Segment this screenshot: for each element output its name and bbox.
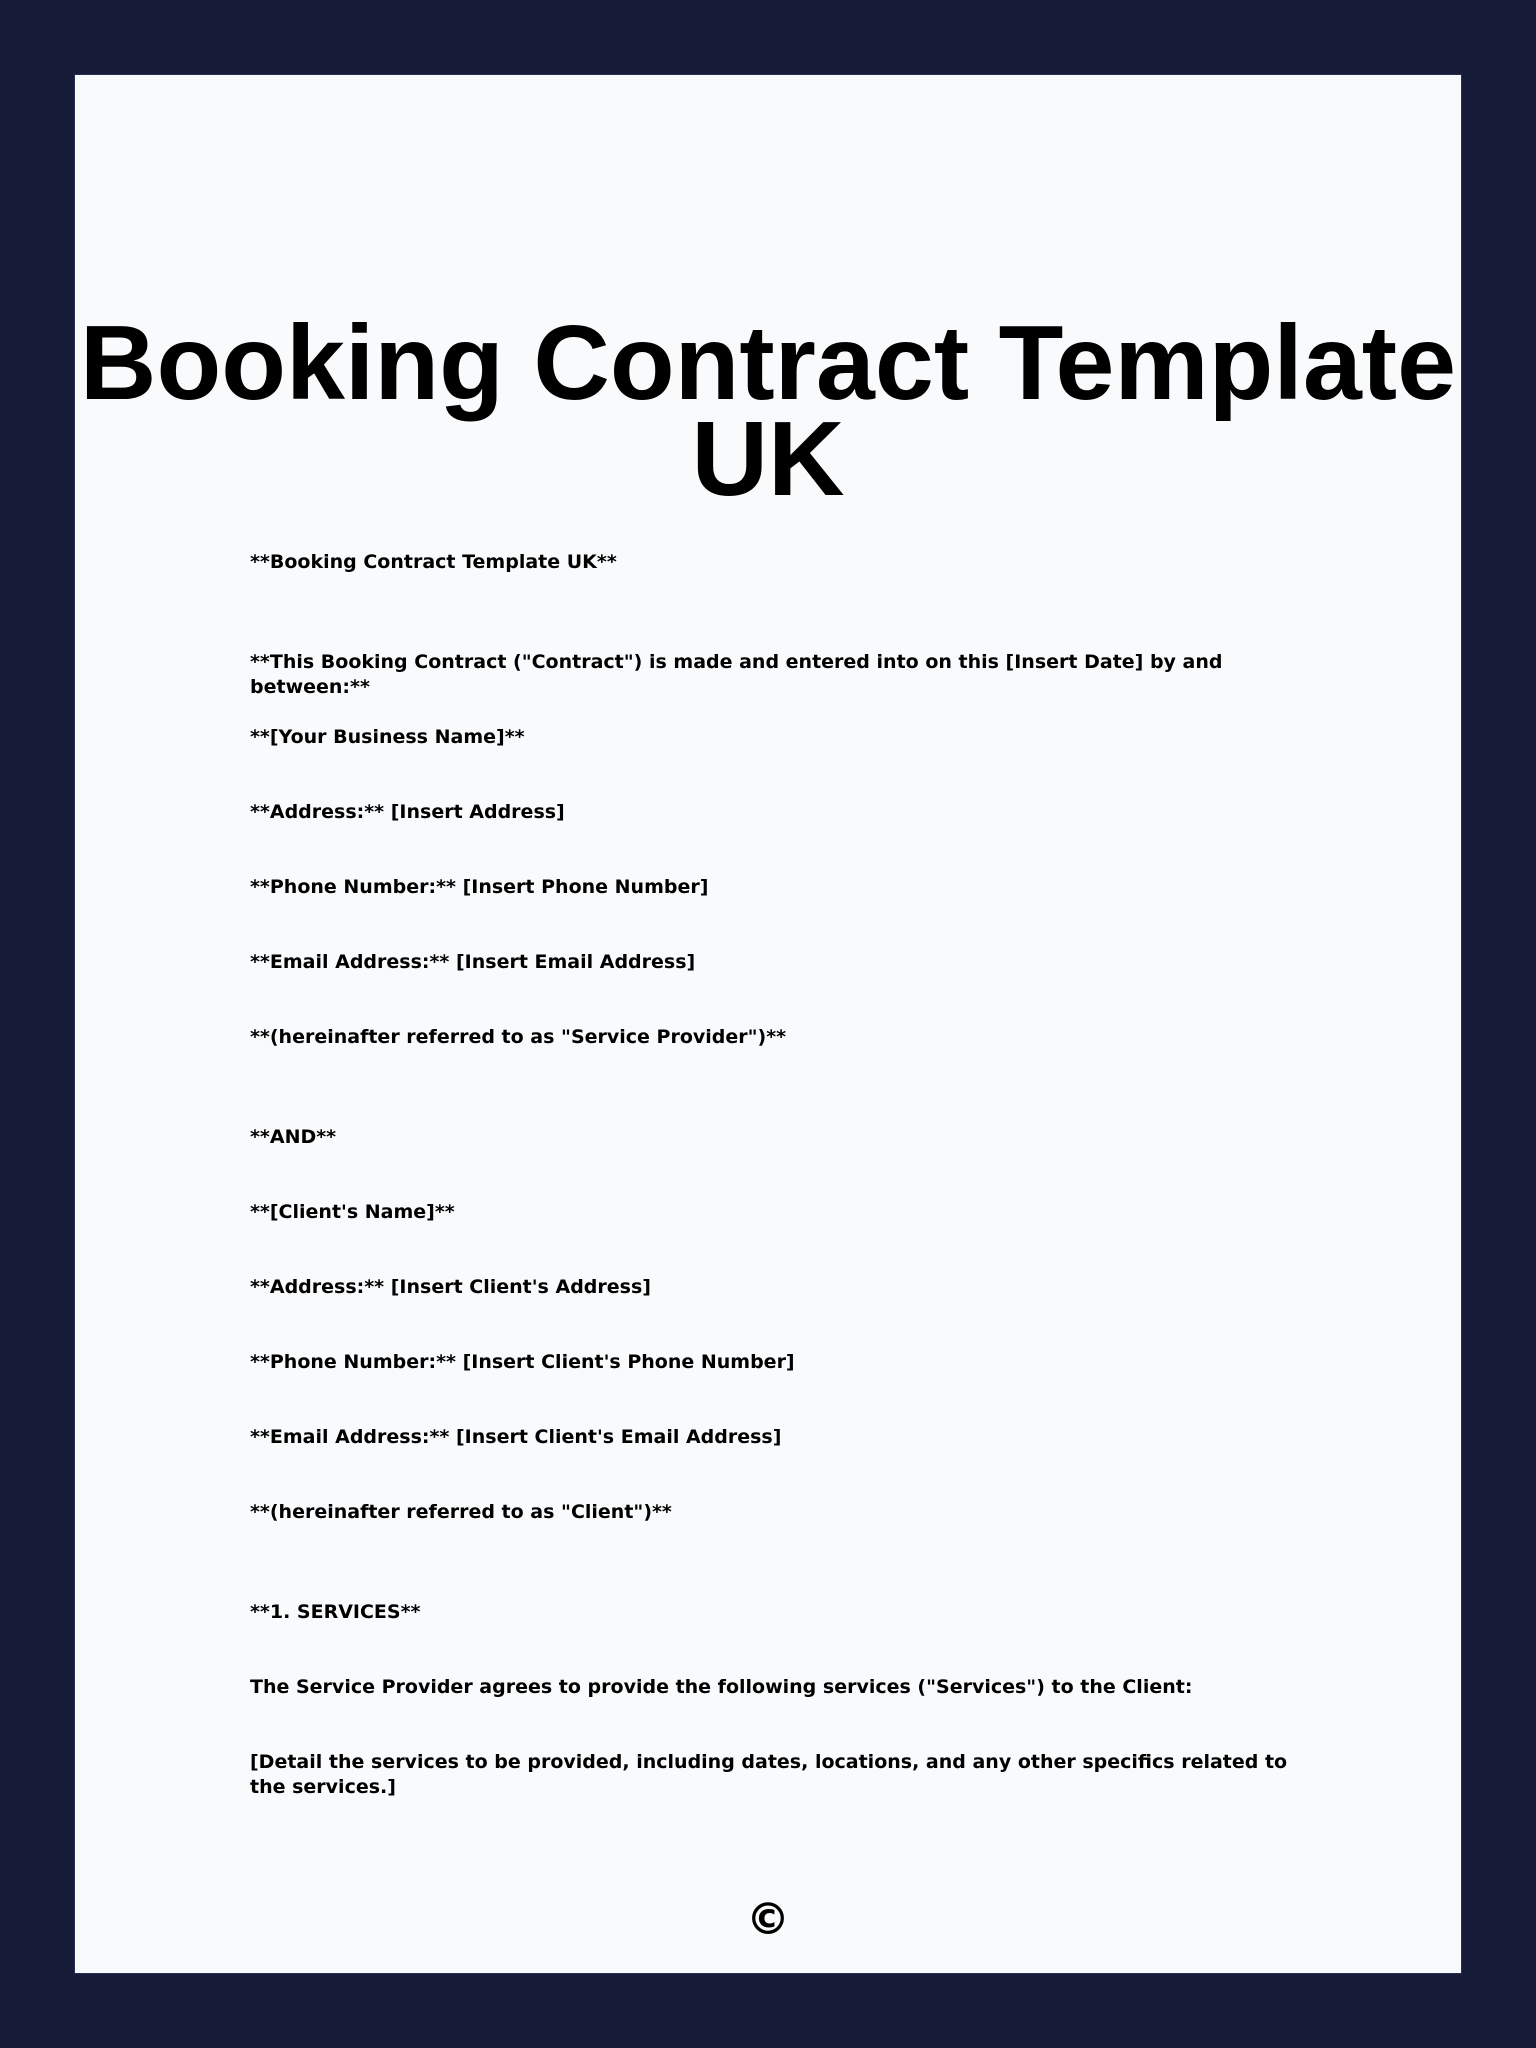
provider-designation: **(hereinafter referred to as "Service Provider")** <box>250 1026 787 1048</box>
client-address: **Address:** [Insert Client's Address] <box>250 1276 651 1298</box>
provider-phone: **Phone Number:** [Insert Phone Number] <box>250 876 709 898</box>
heading-repeat: **Booking Contract Template UK** <box>250 551 617 573</box>
document-title: Booking Contract Template UK <box>79 304 1457 518</box>
provider-email: **Email Address:** [Insert Email Address] <box>250 951 696 973</box>
services-intro: The Service Provider agrees to provide the following services ("Services") to the Client: <box>250 1676 1193 1698</box>
section-heading-services: **1. SERVICES** <box>250 1601 421 1623</box>
provider-name: **[Your Business Name]** <box>250 726 525 748</box>
and-separator: **AND** <box>250 1126 337 1148</box>
client-name: **[Client's Name]** <box>250 1201 455 1223</box>
client-designation: **(hereinafter referred to as "Client")** <box>250 1501 672 1523</box>
client-email: **Email Address:** [Insert Client's Email Address] <box>250 1426 782 1448</box>
document-page <box>75 75 1461 1973</box>
provider-address: **Address:** [Insert Address] <box>250 801 565 823</box>
client-phone: **Phone Number:** [Insert Client's Phone Number] <box>250 1351 795 1373</box>
intro-paragraph: **This Booking Contract ("Contract") is made and entered into on this [Insert Date] by and between:** <box>250 651 1230 698</box>
copyright-icon: © <box>746 1894 790 1945</box>
services-detail: [Detail the services to be provided, including dates, locations, and any other specifics related to the services.] <box>250 1751 1294 1798</box>
